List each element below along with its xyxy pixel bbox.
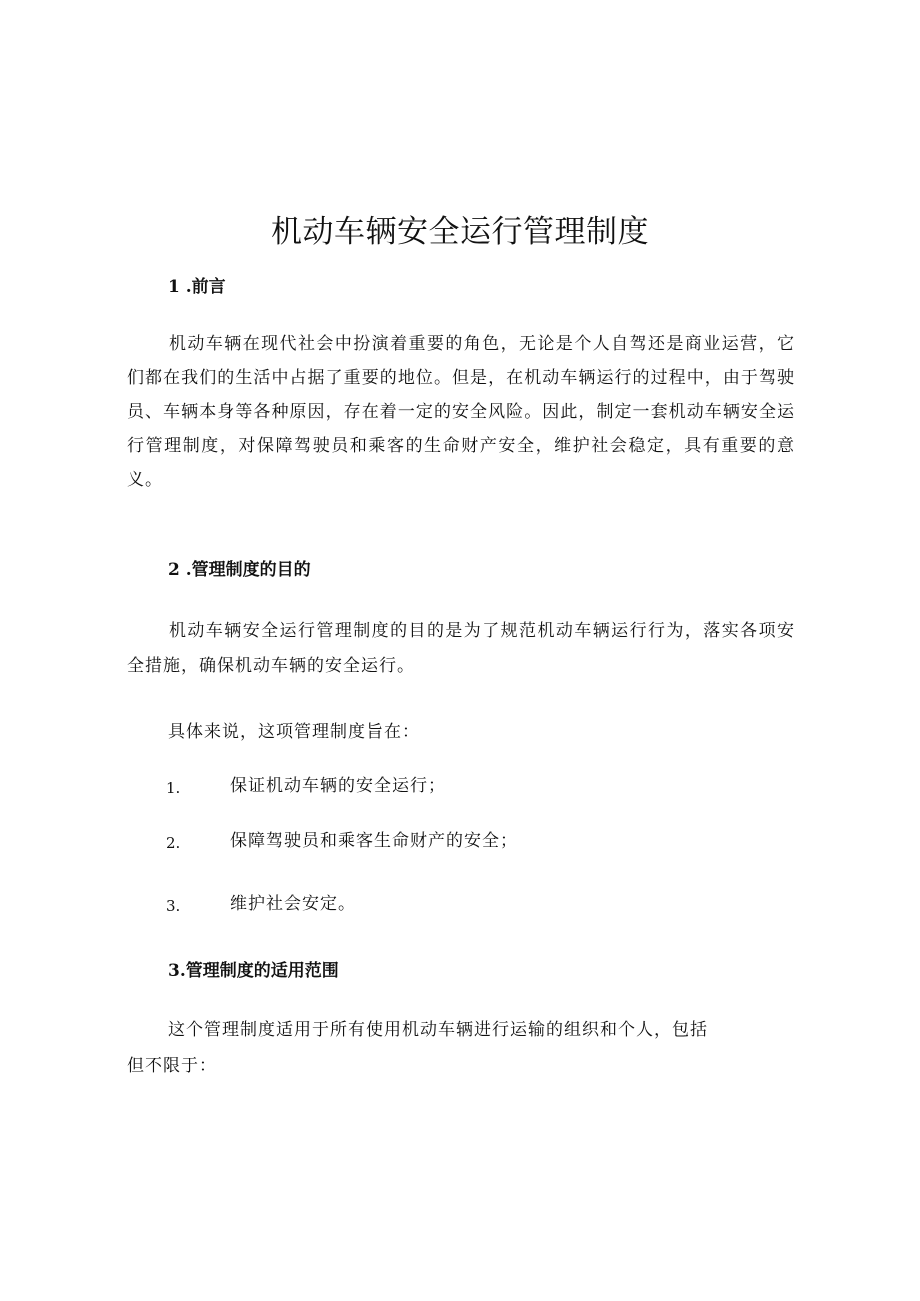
- list-item-number: 1.: [166, 779, 181, 797]
- section-heading-scope: 3.管理制度的适用范围: [168, 961, 339, 981]
- list-item-text: 保障驾驶员和乘客生命财产的安全；: [230, 831, 518, 851]
- list-item-number: 3.: [166, 897, 181, 915]
- list-item-text: 保证机动车辆的安全运行；: [230, 776, 446, 796]
- list-item-text: 维护社会安定。: [230, 894, 356, 914]
- section-heading-purpose: 2 .管理制度的目的: [168, 560, 311, 580]
- section-paragraph-purpose: 机动车辆安全运行管理制度的目的是为了规范机动车辆运行行为，落实各项安全措施，确保机动车辆的安全运行。: [127, 621, 795, 676]
- document-title: 机动车辆安全运行管理制度: [271, 214, 649, 250]
- section-paragraph-preface: 机动车辆在现代社会中扮演着重要的角色，无论是个人自驾还是商业运营，它们都在我们的生活中占据了重要的地位。但是，在机动车辆运行的过程中，由于驾驶员、车辆本身等各种原因，存在着一定的安全风险。因此，制定一套机动车辆安全运行管理制度，对保障驾驶员和乘客的生命财产安全，维护社会稳定，具有重要的意义。: [127, 334, 795, 490]
- section-paragraph-scope-line2: 但不限于：: [127, 1056, 217, 1076]
- list-item-number: 2.: [166, 834, 181, 852]
- section-paragraph-scope-line1: 这个管理制度适用于所有使用机动车辆进行运输的组织和个人，包括: [168, 1020, 708, 1040]
- purpose-intro: 具体来说，这项管理制度旨在：: [168, 722, 420, 742]
- section-heading-preface: 1 .前言: [168, 277, 226, 297]
